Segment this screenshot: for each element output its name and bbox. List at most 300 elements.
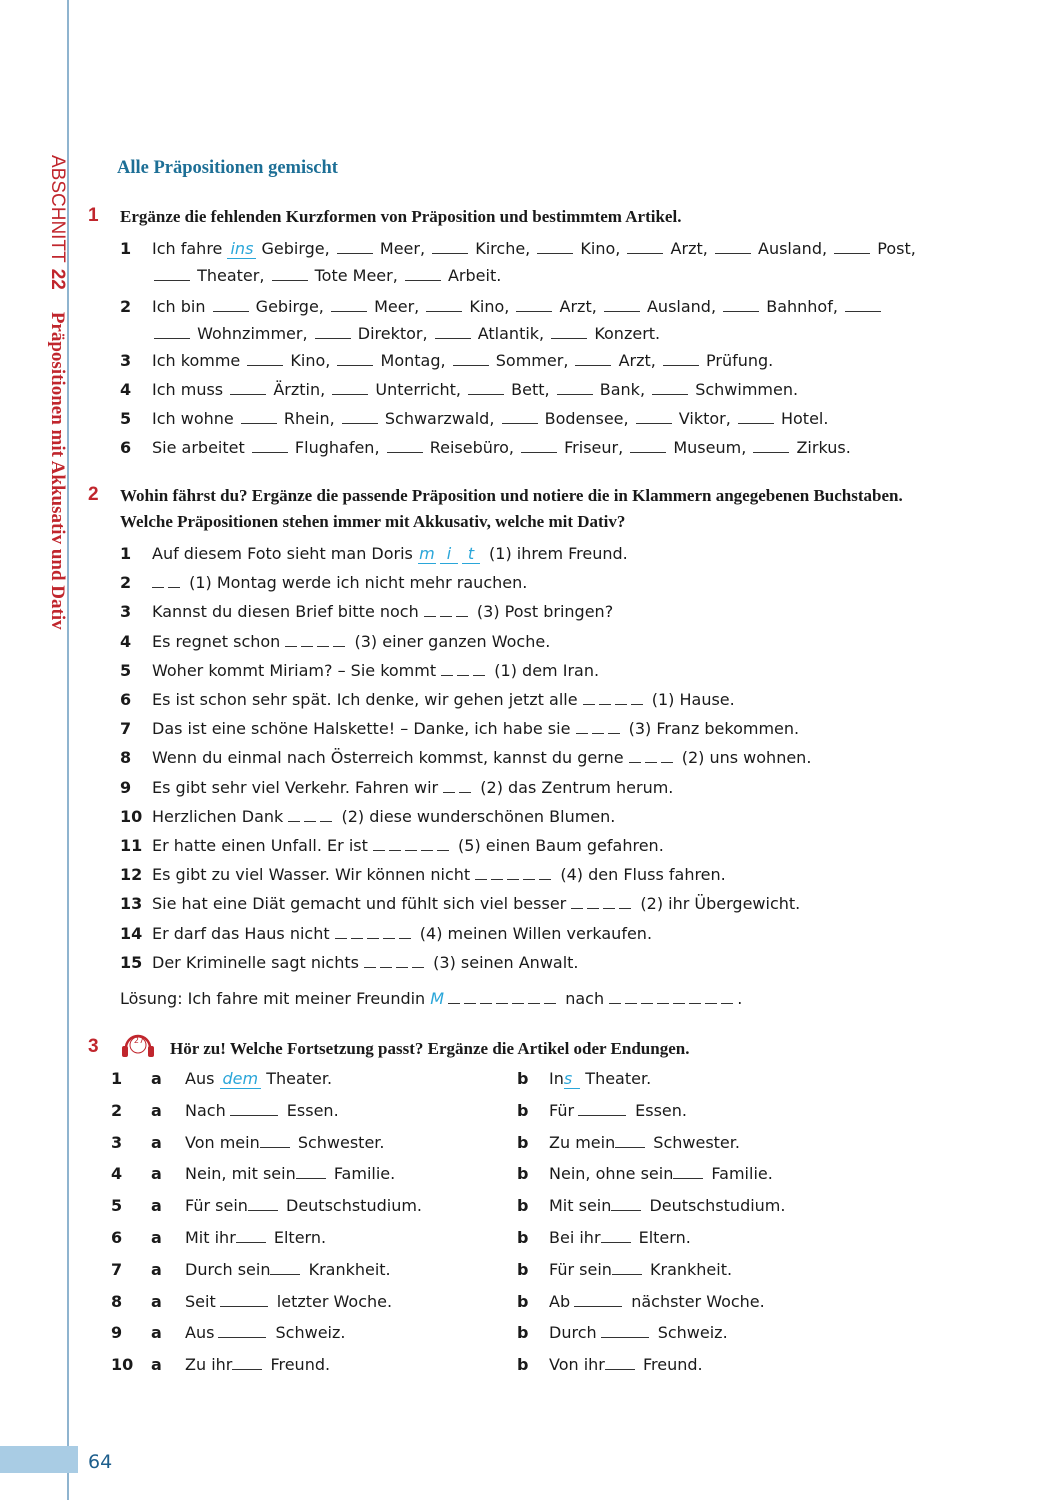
item-prefix: Ich bin	[152, 297, 211, 316]
item-word: Meer,	[374, 239, 431, 258]
option-a-label: a	[151, 1228, 162, 1247]
option-a-text	[185, 1127, 385, 1159]
letter-blank[interactable]	[523, 865, 535, 880]
item-text: (1) dem Iran.	[489, 660, 600, 680]
example-answer: dem	[220, 1070, 262, 1089]
option-text: Aus	[185, 1323, 215, 1343]
item-line	[152, 948, 579, 977]
item-text: Wenn du einmal nach Österreich kommst, kannst du gerne	[152, 748, 629, 768]
item-line	[152, 919, 652, 948]
item-text: (1) Montag werde ich nicht mehr rauchen.	[184, 573, 528, 593]
item-number: 2	[111, 1100, 123, 1120]
solution-blanks[interactable]	[609, 989, 737, 1008]
item-word: Ausland,	[752, 239, 833, 258]
letter-blank[interactable]	[383, 924, 395, 939]
letter-blank[interactable]	[592, 719, 604, 734]
option-a-text	[185, 1158, 395, 1190]
item-number: 3	[120, 351, 132, 370]
option-text: Schweiz.	[652, 1323, 728, 1343]
letter-blank[interactable]	[512, 989, 524, 1004]
item-word: Kirche,	[470, 239, 536, 258]
item-line	[152, 627, 550, 656]
page-heading: Alle Präpositionen gemischt	[117, 158, 338, 178]
answer-blank[interactable]	[426, 297, 462, 312]
option-text: Zu mein	[549, 1132, 616, 1152]
option-b-label: b	[517, 1164, 529, 1184]
answer-blank[interactable]	[723, 297, 759, 312]
letter-blank[interactable]	[475, 865, 487, 880]
letter-blank[interactable]	[576, 719, 588, 734]
option-b-label: b	[517, 1069, 529, 1088]
answer-blank[interactable]	[502, 409, 538, 424]
item-line	[152, 831, 664, 860]
item-word: Rhein,	[278, 409, 340, 428]
item-word: Sommer,	[490, 351, 574, 370]
item-text: Er hatte einen Unfall. Er ist	[152, 836, 373, 855]
letter-blank[interactable]	[491, 865, 503, 880]
item-line	[152, 568, 527, 597]
item-word: Reisebüro,	[424, 438, 520, 457]
item-word: Post,	[872, 239, 916, 258]
item-prefix: Sie arbeitet	[152, 438, 250, 457]
letter-blank[interactable]	[399, 924, 411, 939]
item-text: Es ist schon sehr spät. Ich denke, wir gehen jetzt alle	[152, 690, 583, 709]
option-text: Familie.	[328, 1164, 396, 1184]
item-word: Schwarzwald,	[379, 409, 500, 428]
letter-blank[interactable]	[437, 836, 449, 851]
letter-blank[interactable]	[317, 632, 329, 647]
item-line	[152, 889, 800, 918]
option-text: nächster Woche.	[626, 1291, 765, 1311]
option-b-label: b	[517, 1259, 529, 1279]
answer-blank[interactable]	[213, 297, 249, 312]
answer-blank[interactable]	[236, 1228, 266, 1243]
letter-blank[interactable]	[443, 778, 455, 793]
letter-blank[interactable]	[571, 894, 583, 909]
letter-blank[interactable]	[608, 719, 620, 734]
letter-blank[interactable]	[459, 778, 471, 793]
item-word: Theater,	[192, 266, 270, 285]
letter-blank[interactable]	[631, 690, 643, 705]
letter-blank[interactable]	[539, 865, 551, 880]
item-prefix: Ich wohne	[152, 409, 239, 428]
option-text: Theater.	[580, 1069, 652, 1088]
letter-blank[interactable]	[721, 989, 733, 1004]
item-word: Gebirge,	[256, 239, 335, 258]
answer-blank[interactable]	[516, 297, 552, 312]
item-word: Bahnhof,	[761, 297, 844, 316]
option-b-text	[549, 1254, 732, 1286]
answer-blank[interactable]	[630, 438, 666, 453]
answer-blank[interactable]	[332, 380, 368, 395]
item-text: (1) Hause.	[646, 690, 735, 709]
answer-blank[interactable]	[601, 1323, 649, 1338]
item-number: 9	[111, 1323, 123, 1343]
letter-blank[interactable]	[599, 690, 611, 705]
item-word: Friseur,	[559, 438, 629, 457]
item-line	[152, 539, 628, 568]
exercise-number: 3	[88, 1036, 99, 1057]
option-text: Krankheit.	[303, 1259, 391, 1279]
answer-blank[interactable]	[652, 380, 688, 395]
option-b-label: b	[517, 1228, 529, 1247]
item-text: Herzlichen Dank	[152, 806, 289, 826]
letter-blank[interactable]	[304, 807, 316, 822]
answer-blank[interactable]	[578, 1101, 626, 1116]
letter-blank[interactable]	[609, 989, 621, 1004]
letter-blank[interactable]	[396, 953, 408, 968]
answer-blank[interactable]	[432, 239, 468, 254]
answer-blank[interactable]	[738, 409, 774, 424]
letter-blank[interactable]	[603, 894, 615, 909]
item-line	[152, 234, 916, 263]
example-answer: s	[564, 1070, 580, 1089]
item-number: 5	[111, 1196, 123, 1216]
answer-blank[interactable]	[296, 1164, 326, 1179]
answer-letter: t	[462, 545, 480, 564]
letter-blank[interactable]	[441, 661, 453, 676]
item-word: Arzt,	[613, 351, 661, 370]
item-line	[152, 685, 735, 714]
item-number: 13	[120, 894, 143, 914]
item-word: Konzert.	[589, 324, 661, 343]
answer-blank[interactable]	[260, 1133, 290, 1148]
letter-blank[interactable]	[301, 632, 313, 647]
item-number: 2	[120, 573, 132, 593]
option-text: Für sein	[549, 1259, 612, 1279]
answer-blank[interactable]	[605, 1355, 635, 1370]
letter-blank[interactable]	[583, 690, 595, 705]
item-text: Das ist eine schöne Halskette! – Danke, ich habe sie	[152, 719, 576, 739]
option-text: Essen.	[281, 1100, 339, 1120]
item-number: 12	[120, 865, 143, 885]
option-text: Schweiz.	[270, 1323, 346, 1343]
item-word: Bett,	[506, 380, 555, 399]
letter-blank[interactable]	[673, 989, 685, 1004]
item-number: 4	[120, 380, 132, 399]
item-text: Es gibt zu viel Wasser. Wir können nicht	[152, 865, 476, 885]
option-text: Eltern.	[268, 1228, 327, 1247]
item-text: Es regnet schon	[152, 631, 286, 651]
letter-blank[interactable]	[615, 690, 627, 705]
item-text: Kannst du diesen Brief bitte noch	[152, 602, 424, 622]
item-text: (2) das Zentrum herum.	[475, 777, 674, 797]
answer-blank[interactable]	[331, 297, 367, 312]
letter-blank[interactable]	[152, 573, 164, 588]
letter-blank[interactable]	[587, 894, 599, 909]
answer-blank[interactable]	[387, 438, 423, 453]
option-b-text	[549, 1190, 785, 1222]
option-a-label: a	[151, 1069, 162, 1088]
letter-blank[interactable]	[333, 632, 345, 647]
letter-blank[interactable]	[456, 602, 468, 617]
item-text: (1) ihrem Freund.	[483, 544, 628, 563]
letter-blank[interactable]	[448, 989, 460, 1004]
answer-blank[interactable]	[715, 239, 751, 254]
item-text: Woher kommt Miriam? – Sie kommt	[152, 660, 442, 680]
answer-blank[interactable]	[834, 239, 870, 254]
answer-blank[interactable]	[230, 380, 266, 395]
letter-blank[interactable]	[380, 953, 392, 968]
item-word: Schwimmen.	[690, 380, 799, 399]
letter-blank[interactable]	[457, 661, 469, 676]
item-line	[152, 319, 660, 348]
item-text: (3) einer ganzen Woche.	[349, 631, 551, 651]
answer-blank[interactable]	[521, 438, 557, 453]
item-word: Wohnzimmer,	[192, 324, 313, 343]
letter-blank[interactable]	[496, 989, 508, 1004]
letter-blank[interactable]	[389, 836, 401, 851]
option-text: Seit	[185, 1291, 216, 1311]
answer-blank[interactable]	[270, 1260, 300, 1275]
item-line	[152, 433, 851, 462]
option-text: Freund.	[265, 1355, 331, 1375]
answer-blank[interactable]	[551, 324, 587, 339]
letter-blank[interactable]	[320, 807, 332, 822]
option-a-text	[185, 1095, 339, 1127]
answer-blank[interactable]	[435, 324, 471, 339]
item-word: Arbeit.	[442, 266, 502, 285]
answer-blank[interactable]	[337, 239, 373, 254]
option-text: Deutschstudium.	[280, 1196, 423, 1216]
answer-blank[interactable]	[241, 409, 277, 424]
item-word: Kino,	[464, 297, 515, 316]
item-number: 7	[120, 719, 132, 739]
answer-blank[interactable]	[663, 351, 699, 366]
section-label: ABSCHNITT	[47, 155, 68, 263]
answer-blank[interactable]	[753, 438, 789, 453]
solution-prefix: Lösung: Ich fahre mit meiner Freundin	[120, 989, 426, 1008]
option-b-label: b	[517, 1291, 529, 1311]
answer-blank[interactable]	[537, 239, 573, 254]
option-text: Ab	[549, 1291, 571, 1311]
option-a-label: a	[151, 1164, 162, 1184]
answer-letter: m	[419, 544, 435, 563]
letter-blank[interactable]	[412, 953, 424, 968]
option-a-label: a	[151, 1100, 162, 1120]
option-text: Zu ihr	[185, 1355, 233, 1375]
item-number: 3	[111, 1132, 123, 1152]
letter-blank[interactable]	[544, 989, 556, 1004]
item-number: 10	[120, 806, 143, 826]
answer-blank[interactable]	[337, 351, 373, 366]
letter-blank[interactable]	[168, 573, 180, 588]
item-number: 6	[120, 690, 132, 709]
solution-blanks[interactable]	[448, 989, 560, 1008]
letter-blank[interactable]	[629, 748, 641, 763]
letter-blank[interactable]	[335, 924, 347, 939]
option-a-label: a	[151, 1196, 162, 1216]
option-text: Mit ihr	[185, 1228, 236, 1247]
exercise-instruction: Wohin fährst du? Ergänze die passende Präposition und notiere die in Klammern angegebenen Buchstaben. Welche Präpositionen stehen immer mit Akkusativ, welche mit Dativ?	[120, 486, 903, 531]
letter-blank[interactable]	[705, 989, 717, 1004]
letter-blank[interactable]	[440, 602, 452, 617]
answer-blank[interactable]	[468, 380, 504, 395]
answer-blank[interactable]	[405, 266, 441, 281]
option-text: Eltern.	[633, 1228, 691, 1247]
option-text: Von mein	[185, 1132, 260, 1152]
option-text: Für	[549, 1100, 575, 1120]
letter-blank[interactable]	[645, 748, 657, 763]
item-word: Direktor,	[352, 324, 433, 343]
letter-blank[interactable]	[424, 602, 436, 617]
answer-blank[interactable]	[248, 1196, 278, 1211]
section-title: Präpositionen mit Akkusativ und Dativ	[47, 311, 68, 630]
item-text: Es gibt sehr viel Verkehr. Fahren wir	[152, 777, 444, 797]
answer-blank[interactable]	[232, 1355, 262, 1370]
item-word: Viktor,	[673, 409, 736, 428]
letter-blank[interactable]	[625, 989, 637, 1004]
option-text: Deutschstudium.	[644, 1196, 786, 1216]
answer-blank[interactable]	[220, 1292, 268, 1307]
letter-blank[interactable]	[661, 748, 673, 763]
answer-blank[interactable]	[315, 324, 351, 339]
letter-blank[interactable]	[421, 836, 433, 851]
option-b-label: b	[517, 1132, 529, 1152]
option-text: Schwester.	[292, 1132, 385, 1152]
letter-blank[interactable]	[288, 807, 300, 822]
option-text: Freund.	[637, 1355, 703, 1375]
option-a-text	[185, 1222, 326, 1254]
item-line	[152, 292, 883, 321]
answer-blank[interactable]	[230, 1101, 278, 1116]
option-text: In	[549, 1069, 564, 1088]
item-word: Ärztin,	[268, 380, 331, 399]
item-number: 4	[120, 631, 132, 651]
answer-blank[interactable]	[575, 351, 611, 366]
answer-blank[interactable]	[247, 351, 283, 366]
option-text: Für sein	[185, 1196, 248, 1216]
answer-blank[interactable]	[154, 266, 190, 281]
letter-blank[interactable]	[464, 989, 476, 1004]
option-b-label: b	[517, 1323, 529, 1343]
example-answer: ins	[227, 240, 256, 259]
letter-blank[interactable]	[657, 989, 669, 1004]
option-b-text	[549, 1095, 687, 1127]
item-line	[152, 743, 811, 772]
item-text: (3) Post bringen?	[471, 602, 614, 622]
answer-blank[interactable]	[604, 297, 640, 312]
item-word: Tote Meer,	[309, 266, 403, 285]
letter-blank[interactable]	[689, 989, 701, 1004]
option-text: Mit sein	[549, 1196, 612, 1216]
letter-blank[interactable]	[641, 989, 653, 1004]
letter-blank[interactable]	[364, 953, 376, 968]
letter-blank[interactable]	[405, 836, 417, 851]
item-text: Der Kriminelle sagt nichts	[152, 952, 365, 972]
exercise-number: 1	[88, 205, 99, 226]
item-text: Er darf das Haus nicht	[152, 923, 335, 943]
letter-blank[interactable]	[507, 865, 519, 880]
answer-blank[interactable]	[342, 409, 378, 424]
item-line	[152, 802, 615, 831]
option-text: letzter Woche.	[271, 1291, 393, 1311]
item-line	[152, 656, 599, 685]
answer-blank[interactable]	[252, 438, 288, 453]
answer-blank[interactable]	[154, 324, 190, 339]
item-number: 3	[120, 602, 132, 622]
letter-blank[interactable]	[351, 924, 363, 939]
item-number: 15	[120, 952, 143, 972]
answer-blank[interactable]	[612, 1260, 642, 1275]
page-number: 64	[88, 1451, 113, 1473]
item-text: (4) den Fluss fahren.	[555, 865, 726, 885]
solution-letter: M	[430, 989, 445, 1008]
option-b-text	[549, 1063, 651, 1095]
item-number: 1	[111, 1069, 123, 1088]
option-b-text	[549, 1158, 773, 1190]
item-word: Bank,	[594, 380, 651, 399]
item-text: Sie hat eine Diät gemacht und fühlt sich viel besser	[152, 894, 572, 914]
item-line	[152, 714, 799, 743]
item-word: Atlantik,	[472, 324, 550, 343]
answer-blank[interactable]	[627, 239, 663, 254]
item-line	[152, 597, 613, 626]
item-number: 1	[120, 239, 132, 258]
audio-icon[interactable]	[119, 1030, 159, 1064]
option-a-label: a	[151, 1132, 162, 1152]
item-number: 5	[120, 660, 132, 680]
letter-blank[interactable]	[367, 924, 379, 939]
item-word: Zirkus.	[791, 438, 851, 457]
option-a-label: a	[151, 1259, 162, 1279]
option-a-text	[185, 1254, 391, 1286]
item-word: Museum,	[668, 438, 752, 457]
option-text: Aus	[185, 1069, 220, 1088]
option-text: Theater.	[261, 1069, 333, 1088]
answer-blank[interactable]	[272, 266, 308, 281]
answer-blank[interactable]	[574, 1292, 622, 1307]
answer-blank[interactable]	[218, 1323, 266, 1338]
option-b-text	[549, 1349, 703, 1381]
option-a-text	[185, 1190, 422, 1222]
exercise-instruction: Ergänze die fehlenden Kurzformen von Präposition und bestimmtem Artikel.	[120, 207, 682, 226]
item-word: Kino,	[575, 239, 626, 258]
letter-blank[interactable]	[373, 836, 385, 851]
item-word: Meer,	[368, 297, 425, 316]
item-text: (2) uns wohnen.	[676, 748, 812, 768]
option-b-text	[549, 1127, 740, 1159]
answer-blank[interactable]	[636, 409, 672, 424]
item-prefix: Ich fahre	[152, 239, 228, 258]
letter-blank[interactable]	[473, 661, 485, 676]
exercise-number: 2	[88, 484, 99, 505]
option-text: Von ihr	[549, 1355, 605, 1375]
letter-blank[interactable]	[528, 989, 540, 1004]
audio-track-number: 27	[133, 1036, 145, 1045]
item-prefix: Ich komme	[152, 351, 246, 370]
answer-blank[interactable]	[611, 1196, 641, 1211]
item-number: 5	[120, 409, 132, 428]
answer-blank[interactable]	[845, 297, 881, 312]
item-word: Kino,	[285, 351, 336, 370]
option-text: Nach	[185, 1100, 226, 1120]
option-text: Schwester.	[648, 1132, 740, 1152]
answer-blank[interactable]	[453, 351, 489, 366]
letter-blank[interactable]	[480, 989, 492, 1004]
page-number-bar	[0, 1446, 78, 1473]
answer-blank[interactable]	[557, 380, 593, 395]
option-a-label: a	[151, 1323, 162, 1343]
answer-blank[interactable]	[601, 1228, 631, 1243]
item-text: (4) meinen Willen verkaufen.	[414, 923, 653, 943]
letter-blank[interactable]	[285, 632, 297, 647]
option-text: Essen.	[630, 1100, 687, 1120]
answer-blank[interactable]	[673, 1164, 703, 1179]
answer-blank[interactable]	[615, 1133, 645, 1148]
item-number: 8	[120, 748, 132, 768]
letter-blank[interactable]	[619, 894, 631, 909]
